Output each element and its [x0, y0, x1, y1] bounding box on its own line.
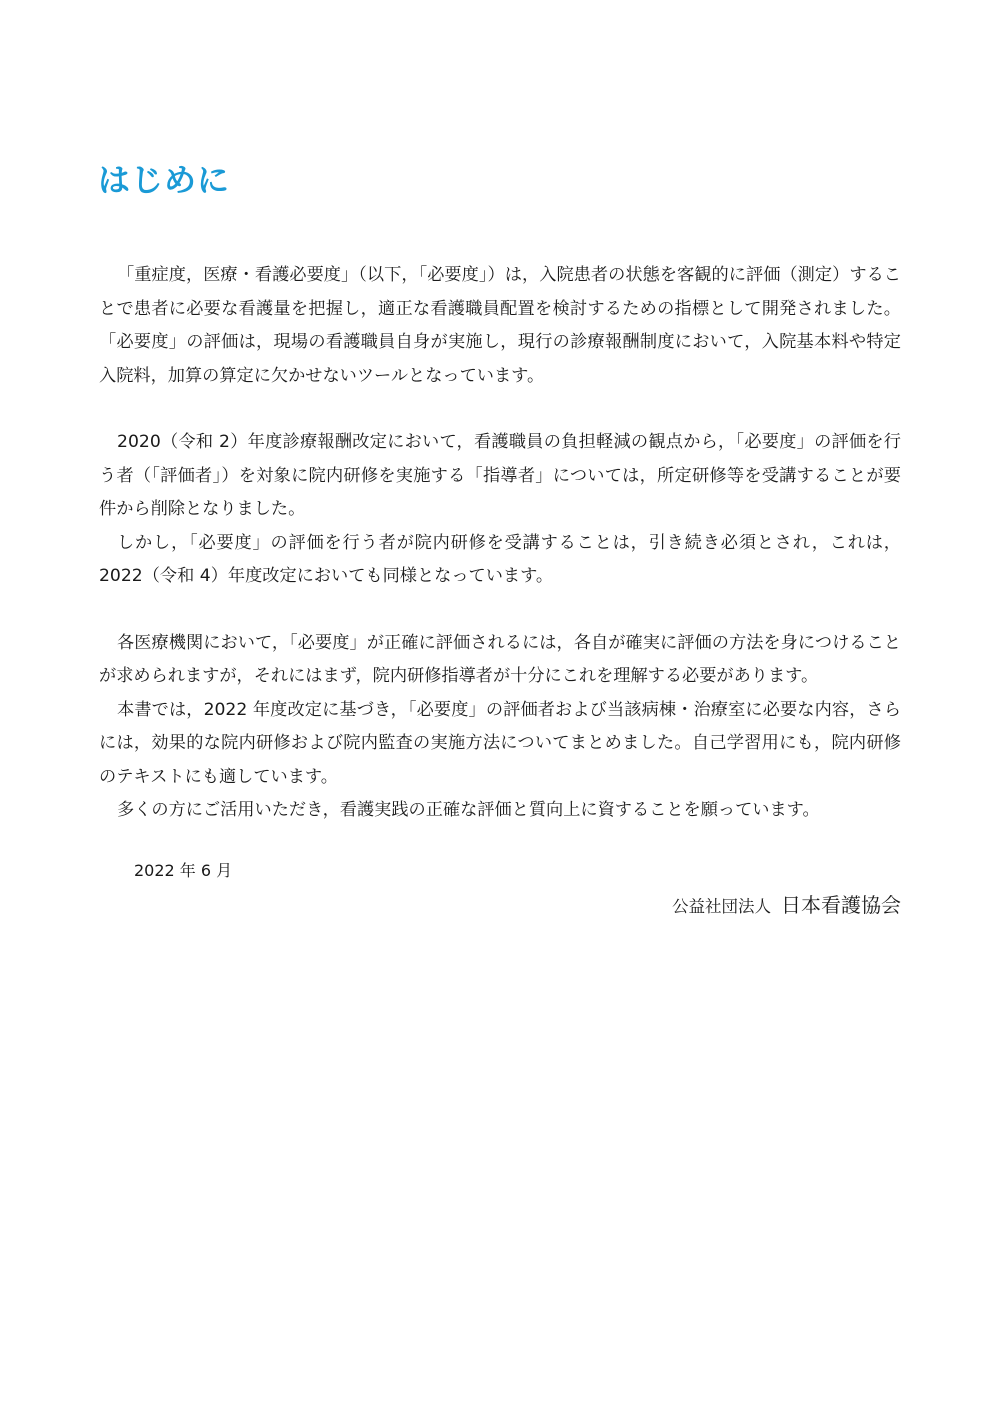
paragraph-gap: [99, 594, 901, 627]
publication-date: 2022 年 6 月: [134, 861, 233, 880]
page-title: はじめに: [98, 161, 231, 199]
paragraph-gap: [99, 393, 901, 426]
paragraph-6: 多くの方にご活用いただき，看護実践の正確な評価と質向上に資することを願っています。: [117, 800, 820, 820]
paragraph-3: しかし，「必要度」の評価を行う者が院内研修を受講することは，引き続き必須とされ，これは，2022（令和 4）年度改定においても同様となっています。: [99, 532, 901, 586]
preface-body: [99, 259, 901, 828]
paragraph-1: 「重症度，医療・看護必要度」（以下，「必要度」）は，入院患者の状態を客観的に評価（測定）することで患者に必要な看護量を把握し，適正な看護職員配置を検討するための指標として開発されました。「必要度」の評価は，現場の看護職員自身が実施し，現行の診療報酬制度において，入院基本料や特定入院料，加算の算定に欠かせないツールとなっています。: [99, 265, 901, 386]
paragraph-5: 本書では，2022 年度改定に基づき，「必要度」の評価者および当該病棟・治療室に必要な内容，さらには，効果的な院内研修および院内監査の実施方法についてまとめました。自己学習用にも，院内研修のテキストにも適しています。: [99, 699, 901, 787]
signature-org-name: 日本看護協会: [781, 893, 901, 917]
signature-org-type: 公益社団法人: [672, 897, 771, 916]
paragraph-4: 各医療機関において，「必要度」が正確に評価されるには，各自が確実に評価の方法を身につけることが求められますが，それにはまず，院内研修指導者が十分にこれを理解する必要があります。: [99, 632, 901, 686]
signature: [672, 890, 901, 922]
paragraph-2: 2020（令和 2）年度診療報酬改定において，看護職員の負担軽減の観点から，「必要度」の評価を行う者（「評価者」）を対象に院内研修を実施する「指導者」については，所定研修等を受講することが要件から削除となりました。: [99, 432, 901, 519]
